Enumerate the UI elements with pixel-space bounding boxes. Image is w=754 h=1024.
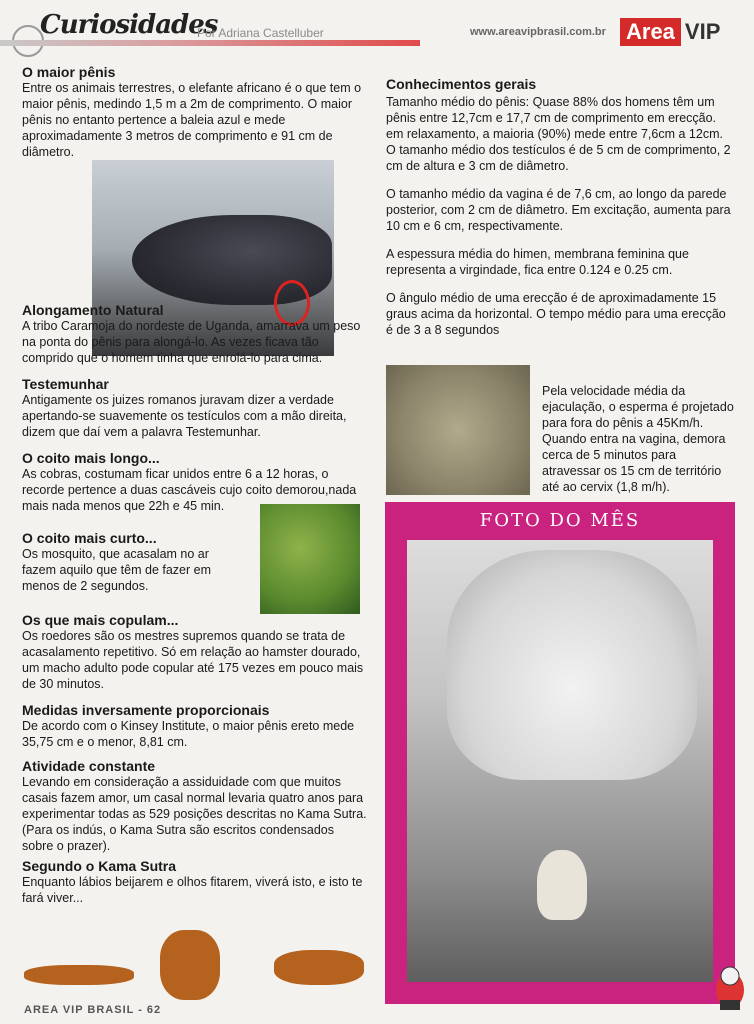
page-header bbox=[0, 0, 754, 60]
section-heading: Segundo o Kama Sutra bbox=[22, 858, 177, 874]
figure-2 bbox=[160, 930, 220, 1000]
section-copulam bbox=[22, 612, 367, 692]
page-footer: AREA VIP BRASIL - 62 bbox=[24, 1004, 162, 1016]
right-column bbox=[386, 76, 736, 494]
section-heading: Alongamento Natural bbox=[22, 302, 164, 318]
section-heading: Os que mais copulam... bbox=[22, 612, 179, 628]
section-testemunhar bbox=[22, 376, 367, 440]
section-heading: Testemunhar bbox=[22, 376, 109, 392]
section-title: Curiosidades bbox=[40, 10, 218, 40]
section-medidas bbox=[22, 702, 367, 750]
section-kama-sutra bbox=[22, 858, 367, 906]
paragraph-1: Tamanho médio do pênis: Quase 88% dos homens têm um pênis entre 12,7cm e 17,7 cm de comprimento em erecção. em relaxamento, a maioria (90%) mede entre 7,6cm a 12cm. O tamanho médio dos testículos é de 5 cm de comprimento, 2 cm de altura e 3 cm de diâmetro. bbox=[386, 95, 731, 173]
section-atividade bbox=[22, 758, 367, 854]
kama-sutra-figures bbox=[24, 910, 364, 1000]
section-text: Os mosquito, que acasalam no ar fazem aquilo que têm de fazer em menos de 2 segundos. bbox=[22, 547, 211, 593]
snake-photo bbox=[386, 365, 530, 495]
brand-area: Area bbox=[620, 18, 681, 46]
section-alongamento bbox=[22, 302, 367, 366]
brand-vip: VIP bbox=[684, 19, 721, 44]
section-text: Os roedores são os mestres supremos quando se trata de acasalamento repetitivo. Só em relação ao hamster dourado, um macho adulto pode copular até 175 vezes em pouco mais de 30 minutos. bbox=[22, 629, 364, 691]
section-heading: Medidas inversamente proporcionais bbox=[22, 702, 270, 718]
section-heading: O coito mais longo... bbox=[22, 450, 160, 466]
section-text: Levando em consideração a assiduidade com que muitos casais fazem amor, um casal normal levaria quatro anos para experimentar todas as 529 posições descritas no Kama Sutra. (Para os indús, o Kama Sutra são escritos condensados sobre o prazer). bbox=[22, 775, 367, 853]
section-text: A tribo Caramoja do nordeste de Uganda, amarrava um peso na ponta do pênis para alongá-lo. As vezes ficava tão comprido que o homem tinha que enrolá-lo para cima. bbox=[22, 319, 361, 365]
mosquito-photo bbox=[260, 504, 360, 614]
section-text: As cobras, costumam ficar unidos entre 6 a 12 horas, o recorde pertence a duas cascáveis cujo coito demorou,nada mais nada menos que 22h e 45 min. bbox=[22, 467, 357, 513]
figure-1 bbox=[24, 965, 134, 985]
figure-3 bbox=[274, 950, 364, 985]
person-figure bbox=[447, 550, 697, 780]
section-coito-curto bbox=[22, 530, 242, 594]
header-rule bbox=[0, 40, 420, 46]
site-url[interactable]: www.areavipbrasil.com.br bbox=[470, 26, 606, 38]
paragraph-5: Pela velocidade média da ejaculação, o esperma é projetado para fora do pênis a 45Km/h. Quando entra na vagina, demora cerca de 5 minutos para atravessar os 15 cm de território até ao cervix (1,8 m/h). bbox=[542, 384, 734, 494]
byline: Por Adriana Castelluber bbox=[197, 26, 324, 40]
section-heading: O coito mais curto... bbox=[22, 530, 157, 546]
foto-image bbox=[407, 540, 713, 982]
brand-logo bbox=[620, 18, 720, 46]
conhecimentos-heading: Conhecimentos gerais bbox=[386, 76, 537, 92]
dog-figure bbox=[537, 850, 587, 920]
section-heading: Atividade constante bbox=[22, 758, 156, 774]
section-text: Antigamente os juizes romanos juravam dizer a verdade apertando-se suavemente os testículos com a mão direita, dizem que daí vem a palavra Testemunhar. bbox=[22, 393, 347, 439]
section-heading: O maior pênis bbox=[22, 64, 116, 80]
section-maior-penis bbox=[22, 64, 367, 160]
mascot-icon bbox=[712, 960, 748, 1014]
foto-do-mes bbox=[385, 502, 735, 1004]
paragraph-3: A espessura média do himen, membrana feminina que representa a virgindade, fica entre 0.124 e 0.25 cm. bbox=[386, 247, 689, 277]
section-text: Enquanto lábios beijarem e olhos fitarem, viverá isto, e isto te fará viver... bbox=[22, 875, 363, 905]
section-text: De acordo com o Kinsey Institute, o maior pênis ereto mede 35,75 cm e o menor, 8,81 cm. bbox=[22, 719, 355, 749]
section-text: Entre os animais terrestres, o elefante africano é o que tem o maior pênis, medindo 1,5 m a 2m de comprimento. O maior pênis no entanto pertence a baleia azul e mede aproximadamente 3 metros de comprimento e 91 cm de diâmetro. bbox=[22, 81, 362, 159]
paragraph-2: O tamanho médio da vagina é de 7,6 cm, ao longo da parede posterior, com 2 cm de diâmetro. Em excitação, aumenta para 10 cm e 6 cm, respectivamente. bbox=[386, 187, 731, 233]
paragraph-4: O ângulo médio de uma erecção é de aproximadamente 15 graus acima da horizontal. O tempo médio para uma erecção é de 3 a 8 segundos bbox=[386, 291, 726, 337]
foto-title: FOTO DO MÊS bbox=[479, 510, 641, 531]
